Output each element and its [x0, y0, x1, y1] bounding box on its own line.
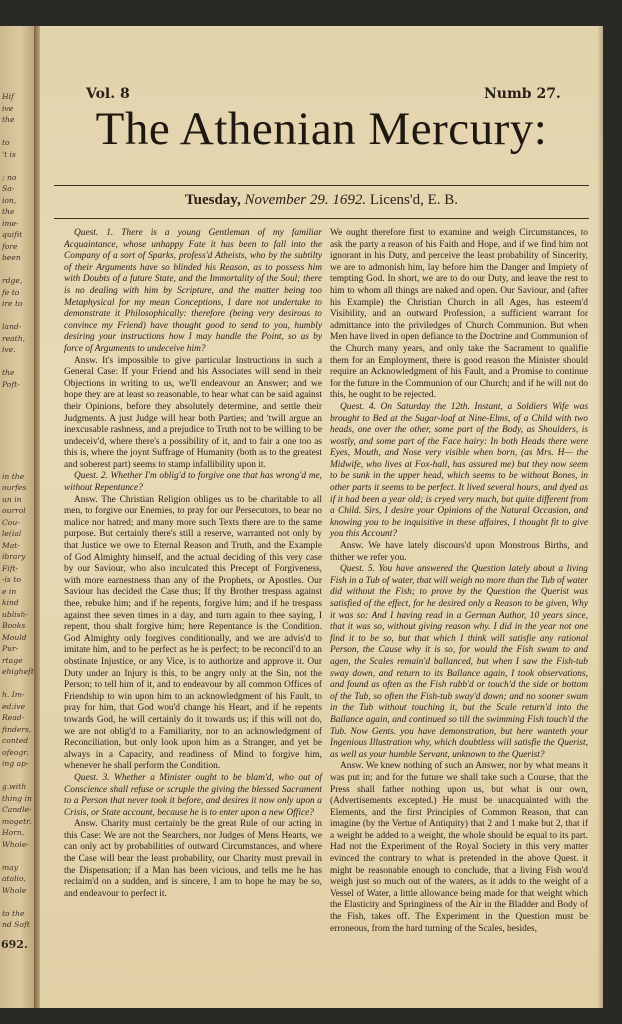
facing-page-fragment: the — [2, 115, 15, 124]
facing-page-fragment: -is to — [2, 575, 21, 584]
facing-page-fragment: ofeogr. — [2, 747, 29, 757]
facing-page-fragment: reath, — [2, 333, 26, 343]
right-column-paragraph: Quest. 4. On Saturday the 12th. Instant, a Soldiers Wife was brought to Bed at the Sugar-loaf at Nine-Elms, of a Child with two heads, one over the other, some part of the Body, as Shoulders, is wostly, and some part of the Face hairy: In both Heads there were Eyes, Mouth, and Nose very visible when born, (as Mrs. H— the Midwife, who lives at Fox-hall, has assured me) but they now seem to be sunk in the upper head, which seems to be without Bones, in other parts it seems to be perfect. It lived several hours, and dyed as if it had been a year old; is cryed very much, but quite different from a Child. Sirs, I desire your Opinions of the Natural Occasion, and knowing you to be inquisitive in these affaires, I thought fit to give you this Account? — [330, 401, 588, 540]
facing-page-fragment: ing ap- — [2, 759, 29, 768]
facing-page-fragment: the — [2, 368, 15, 377]
left-column-paragraph: Quest. 3. Whether a Minister ought to be blam'd, who out of Conscience shall refuse or scruple the giving the blessed Sacrament to a Person that never took it before, and desires it now only upon a Crisis, or State account, because he is to enter upon a new Office? — [64, 772, 322, 818]
facing-page-fragment: atalio, — [2, 874, 26, 883]
facing-page-fragment: 't is — [2, 149, 16, 159]
facing-page-fragment: land- — [2, 322, 22, 331]
facing-page-fragment: ive — [2, 103, 14, 113]
facing-page-fragment: e in — [2, 586, 17, 596]
facing-page-fragment: mogetr. — [2, 816, 32, 826]
right-column-paragraph: Quest. 5. You have answered the Question lately about a living Fish in a Tub of water, that will weigh no more than the Tub of water did without the Fish; to prove by the Question the Querist was satisfied of the effect, for he desired only a Reason to be given, Why it was so: And I having read in a German Author, 10 years since, that it was so, without giving reason why. I did in the year not one find it to be so, but that which I think will satisfie any rational Person, the Cause why it is so, for would the Fish swam to and agen, the Scales remain'd ballanced, but when I saw the Fish-tub sway down, and return to its Ballance again, I took observations, and found as often as the Fish rubb'd or touch'd the side or bottom of the Tub, so often the Fish-tub sway'd down; and no sooner swam in the Tub without touching it, but the Scale return'd into the Ballance again, and continued so till the swimming Fish touch'd the Tub. Now Gents. you have demonstration, but here wanteth your Ingenious Illustration why, which doubtless will satisfie the Querist, as well as your humble Servant, unknown to the Querist? — [330, 564, 589, 760]
facing-page-fragment: fe to — [2, 287, 20, 297]
facing-page-fragment: Read- — [2, 713, 25, 722]
volume-label: Vol. 8 — [86, 86, 130, 102]
left-column — [64, 228, 322, 900]
facing-page-fragment: in the — [2, 471, 25, 481]
dateline-license: Licens'd, E. B. — [369, 192, 458, 208]
facing-page-fragment: conted — [2, 736, 29, 745]
facing-page-fragment: g.with — [2, 782, 27, 791]
facing-page-fragment: ed:ive — [2, 701, 26, 711]
right-column-paragraph: We ought therefore first to examine and weigh Circumstances, to ask the party a reason of his Faith and Hope, and if we find him not ignorant in his Duty, and perceive the least probability of Sincerity, we are to admonish him, lay before him the Danger and Impiety of tempting God. In short, we are to do our Duty, and leave the rest to him to whom all things are naked and open. Our Saviour, and (after his Example) the Christian Church in all Ages, has esteem'd Visibility, and an outward Profession, a sufficient warrant for admittance into the priviledges of Church Communion. But when Men have lived in open defiance to the Doctrine and Communion of the Church many years, and only take the Sacrament to qualifie them for an Employment, there is good reason the Minister should require an Acknowledgment of his Fault, and a Promise to continue for the future in the Communion of our Church; and if he will not do this, he ought to be rejected. — [330, 228, 588, 401]
facing-page-fragment: ; no — [2, 172, 17, 182]
facing-page-fragment: Books — [2, 621, 26, 630]
facing-page-fragment: to the — [2, 908, 25, 918]
masthead-rule-bottom — [54, 218, 589, 219]
facing-page-fragment: le(ial — [2, 529, 22, 538]
facing-page-fragment: un in — [2, 494, 22, 504]
facing-page-fragment: finders, — [2, 724, 32, 734]
left-column-paragraph: Answ. Charity must certainly be the great Rule of our acting in this Case: We are not the Searchers, nor Judges of Mens Hearts, we can only act by probabilities of outward Circumstances, and where the Case will bear the least probability, our Charity must prevail in the Dispensation; if a Man has been vicious, and tells me he has reclaim'd on a sudden, and is sincere, I am to hope he may be so, and endeavour to perfect it. — [64, 819, 322, 899]
left-column-paragraph: Answ. It's impossible to give particular Instructions in such a General Case: If your Friend and his Associates will send in their Objections in writing to us, we'll endeavour an Answer; and we hope they are at least so reasonable, to hear what can be said against their Opinions, before they absolutely determine, and settle their Judgments. A just Judge will hear both Parties; and 'twill argue an inexcusable rashness, and a prejudice to Truth not to be willing to be undeceiv'd, where there's a possibility of it, and to fair a one too as this is, where the joynt Suffrage of Humanity (both as to the greatest and soberest part) seems to stamp infallibility upon it. — [64, 355, 322, 470]
facing-page-number: 692. — [1, 938, 28, 951]
facing-page-fragment: ire to — [2, 299, 23, 308]
facing-page-fragment: Whole — [2, 885, 27, 895]
facing-page-fragment: rdge, — [2, 276, 23, 285]
facing-page-fragment: Candle- — [2, 805, 32, 814]
facing-page-fragment: quifit — [2, 230, 23, 239]
facing-page-fragment: been — [2, 253, 21, 262]
facing-page-fragment: rtage — [2, 655, 23, 665]
issue-number: Numb 27. — [484, 86, 561, 102]
facing-page-fragment: ion, — [2, 195, 17, 205]
left-column-paragraph: Quest. 2. Whether I'm oblig'd to forgive one that has wrong'd me, without Repentance? — [64, 471, 322, 494]
facing-page-fragment: ehigheft — [2, 667, 34, 676]
facing-page-fragment: Hif — [2, 92, 14, 101]
facing-page-fragment: to — [2, 138, 10, 147]
facing-page-fragment: Pur- — [2, 644, 19, 653]
right-column — [330, 228, 588, 935]
masthead-rule-top — [54, 185, 589, 186]
facing-page-fragment: Whole- — [2, 839, 29, 849]
facing-page-fragment: ive. — [2, 345, 16, 354]
facing-page-fragment: may — [2, 862, 19, 872]
facing-page-fragment: Mat- — [2, 540, 20, 550]
left-column-paragraph: Quest. 1. There is a young Gentleman of my familiar Acquaintance, whose unhappy Fate it has been to fall into the Company of a sort of Sparks, profess'd Atheists, who by the subtilty of their Arguments have so blinded his Reason, as to possess him with Doubts of a future State, and the Immortality of the Soul; there is no dealing with him by Scripture, and the matter being too Metaphysical for my mean Conceptions, I dare not undertake to demonstrate it Philosophically: therefore (being very desirous to convince my Friend) have thought good to send to you, humbly desiring your instructions how I may handle the Point, so as by force of Arguments to undeceive him? — [64, 228, 322, 354]
facing-page-fragment: ibrary — [2, 552, 26, 561]
dateline-day: Tuesday, — [185, 192, 241, 208]
left-column-paragraph: Answ. The Christian Religion obliges us to be charitable to all men, to forgive our Enemies, to pray for our Persecutors, to bear no malice nor hatred; and many more such Texts there are to the same purpose. But certainly there's still a reserve, warranted not only by that Justice we owe to Eternal Reason and Truth, and the Example of God Almighty himself, and the actual deciding of this very case by our Saviour, who also inculcated this Precept of Forgiveness, with more earnestness than any of the Prophets, or Apostles. Our Saviour has decided the Case thus; If thy Brother trespass against thee, rebuke him; and if he repents, forgive him; and if he trespass against thee seven times in a day, and turn again to thee saying, I repent, thou shalt forgive him; here Repentance is the Condition. God Almighty only forgives conditionally, and we are advis'd to imitate him, and to be perfect as he is perfect; to be reconcil'd to an obstinate Injustice, or any Vice, is to authorize and approve it. Our Duty under an Injury is this, to be angry only at the Sin, not the Person; to tell him of it, and to endeavour by all common Offices of Friendship to win upon him to an acknowledgment of his Fault, to pray for him, that God wou'd change his Heart, and if he repents towards God, he will certainly do it towards us; if this will not do, we are not oblig'd to a Familiarity, nor to an acknowledgment of Reconciliation, but only look upon him as a Stranger, and yet be always in a Capacity, and readiness of Mind to forgive him, whenever he shall perform the Condition. — [64, 494, 322, 772]
facing-page-edge — [0, 26, 36, 1008]
page-edge-shadow — [597, 26, 603, 1008]
facing-page-fragment: fore — [2, 241, 18, 251]
facing-page-fragment: thing in — [2, 793, 32, 803]
dateline-date: November 29. 1692. — [244, 192, 367, 208]
facing-page-fragment: Poft- — [2, 379, 20, 389]
dateline — [40, 192, 603, 209]
facing-page-fragment: ime- — [2, 218, 19, 228]
newspaper-page — [40, 26, 603, 1008]
facing-page-fragment: Mould — [2, 632, 27, 642]
facing-page-fragment: Horn, — [2, 828, 25, 837]
facing-page-fragment: Cou- — [2, 517, 20, 527]
masthead-title: The Athenian Mercury: — [95, 103, 548, 155]
facing-page-fragment: Sa- — [2, 184, 15, 193]
facing-page-fragment: Fift- — [2, 563, 19, 573]
right-column-paragraph: Answ. We have lately discours'd upon Monstrous Births, and thither we refer you. — [330, 541, 588, 563]
facing-page-fragment: h. Im- — [2, 690, 25, 699]
facing-page-fragment: kind — [2, 598, 19, 607]
right-column-paragraph: Answ. We knew nothing of such an Answer, nor by what means it was put in; and for the future we shall take such a Course, that the Press shall father nothing upon us, but what is our own, (Advertisements excepted.) He must be unacquainted with the Elements, and the first Principles of Common Reason, that can imagine (by the Vertue of Antiquity) that 2 and 1 make but 2, that if a weight be added to a weight, the whole should be equal to its part. Had not the Experiment of the Royal Society in this very matter evinced the contrary to what is pretended in the above Quest. it might be reasonable enough to conclude, that a living Fish wou'd weigh just so much out of the waters, as it adds to the weight of a Vessel of Water, a little allowance being made for that weight which the Elasticity and Springiness of the Air in the Bladder and Body of the Fish, takes off. The Experiment in the Question must be erroneous, from the hard turning of the Scales, besides, — [330, 761, 588, 934]
facing-page-fragment: the — [2, 207, 15, 216]
facing-page-fragment: nd Soft — [2, 920, 30, 929]
facing-page-fragment: ourrol — [2, 506, 26, 515]
facing-page-fragment: ourfes — [2, 483, 27, 492]
facing-page-fragment: ublish- — [2, 609, 28, 619]
